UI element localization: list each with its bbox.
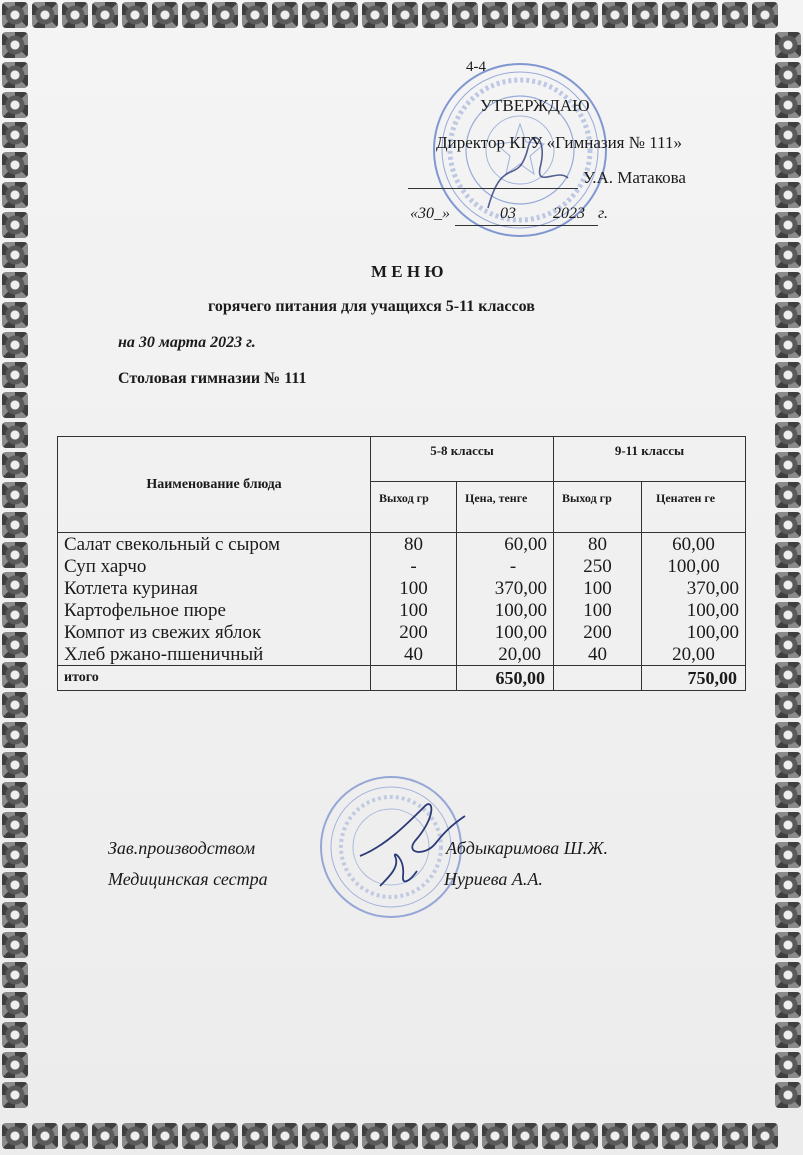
ornament-tile (775, 872, 801, 898)
ornament-tile (775, 692, 801, 718)
ornament-tile (775, 992, 801, 1018)
ornament-tile (2, 332, 28, 358)
role-nurse: Медицинская сестра (108, 869, 268, 889)
ornament-tile (775, 902, 801, 928)
dish-name: Суп харчо (58, 555, 371, 577)
price-5-8: - (457, 555, 554, 577)
ornament-tile (2, 932, 28, 958)
table-row (58, 599, 746, 621)
ornament-tile (272, 1123, 298, 1149)
ornament-tile (2, 272, 28, 298)
yield-5-8: 100 (371, 577, 457, 599)
yield-9-11: 100 (554, 577, 642, 599)
ornament-tile (332, 2, 358, 28)
ornament-tile (2, 542, 28, 568)
ornament-tile (2, 872, 28, 898)
ornament-tile (152, 2, 178, 28)
ornament-tile (362, 1123, 388, 1149)
ornament-tile (122, 2, 148, 28)
ornament-tile (2, 902, 28, 928)
ornament-tile (62, 1123, 88, 1149)
total-9-11: 750,00 (642, 666, 746, 691)
header-grades-9-11: 9-11 классы (554, 437, 746, 482)
name-production-head: Абдыкаримова Ш.Ж. (446, 838, 608, 858)
price-9-11: 20,00 (642, 643, 746, 666)
ornament-tile (632, 2, 658, 28)
price-9-11: 60,00 (642, 533, 746, 556)
price-9-11: 100,00 (642, 621, 746, 643)
ornament-tile (775, 422, 801, 448)
canteen-name: Столовая гимназии № 111 (118, 370, 307, 387)
date-underline (455, 225, 598, 226)
ornament-border-left (0, 30, 32, 1121)
ornament-tile (2, 362, 28, 388)
ornament-tile (775, 512, 801, 538)
ornament-tile (775, 812, 801, 838)
ornament-tile (775, 542, 801, 568)
header-dish-name: Наименование блюда (58, 437, 371, 533)
ornament-tile (2, 842, 28, 868)
ornament-tile (775, 932, 801, 958)
ornament-tile (775, 602, 801, 628)
yield-9-11: 250 (554, 555, 642, 577)
ornament-tile (752, 2, 778, 28)
ornament-tile (602, 1123, 628, 1149)
ornament-tile (392, 2, 418, 28)
ornament-tile (775, 632, 801, 658)
table-row (58, 533, 746, 556)
ornament-tile (542, 1123, 568, 1149)
header-price-9-11: Ценатен ге (642, 482, 746, 533)
ornament-tile (2, 722, 28, 748)
ornament-tile (722, 1123, 748, 1149)
ornament-tile (2, 1123, 28, 1149)
ornament-tile (542, 2, 568, 28)
price-9-11: 100,00 (642, 555, 746, 577)
total-label: итого (58, 666, 371, 691)
ornament-tile (775, 182, 801, 208)
ornament-tile (2, 512, 28, 538)
ornament-tile (775, 332, 801, 358)
ornament-tile (362, 2, 388, 28)
ornament-tile (775, 782, 801, 808)
yield-9-11: 200 (554, 621, 642, 643)
yield-5-8: 100 (371, 599, 457, 621)
ornament-tile (32, 1123, 58, 1149)
ornament-tile (775, 1082, 801, 1108)
yield-5-8: - (371, 555, 457, 577)
total-empty-5-8 (371, 666, 457, 691)
ornament-tile (2, 692, 28, 718)
ornament-tile (512, 1123, 538, 1149)
approval-date-year: 2023 (553, 205, 585, 222)
ornament-tile (775, 92, 801, 118)
table-row (58, 643, 746, 666)
ornament-tile (2, 152, 28, 178)
ornament-tile (62, 2, 88, 28)
ornament-tile (775, 752, 801, 778)
ornament-tile (2, 182, 28, 208)
ornament-tile (422, 1123, 448, 1149)
yield-5-8: 40 (371, 643, 457, 666)
header-yield-5-8: Выход гр (371, 482, 457, 533)
ornament-tile (2, 482, 28, 508)
total-empty-9-11 (554, 666, 642, 691)
ornament-tile (2, 1052, 28, 1078)
ornament-tile (775, 842, 801, 868)
ornament-tile (302, 2, 328, 28)
ornament-tile (775, 272, 801, 298)
ornament-tile (482, 1123, 508, 1149)
ornament-tile (32, 2, 58, 28)
ornament-tile (775, 722, 801, 748)
ornament-tile (332, 1123, 358, 1149)
ornament-tile (2, 422, 28, 448)
header-price-5-8: Цена, тенге (457, 482, 554, 533)
ornament-tile (2, 212, 28, 238)
ornament-tile (2, 572, 28, 598)
ornament-tile (775, 152, 801, 178)
ornament-border-bottom (0, 1121, 803, 1155)
ornament-tile (2, 1082, 28, 1108)
approval-date-day: «30_» (410, 205, 450, 222)
ornament-tile (2, 602, 28, 628)
ornament-tile (2, 632, 28, 658)
menu-subtitle: горячего питания для учащихся 5-11 классов (208, 298, 535, 315)
ornament-tile (2, 2, 28, 28)
ornament-tile (2, 32, 28, 58)
ornament-tile (572, 2, 598, 28)
ornament-tile (775, 32, 801, 58)
ornament-tile (602, 2, 628, 28)
ornament-tile (212, 2, 238, 28)
price-5-8: 20,00 (457, 643, 554, 666)
ornament-tile (2, 452, 28, 478)
ornament-tile (182, 1123, 208, 1149)
table-row (58, 555, 746, 577)
price-9-11: 370,00 (642, 577, 746, 599)
ornament-tile (122, 1123, 148, 1149)
ornament-border-right (773, 30, 803, 1121)
ornament-tile (152, 1123, 178, 1149)
ornament-tile (2, 782, 28, 808)
ornament-tile (572, 1123, 598, 1149)
ornament-tile (392, 1123, 418, 1149)
dish-name: Хлеб ржано-пшеничный (58, 643, 371, 666)
yield-9-11: 100 (554, 599, 642, 621)
ornament-tile (2, 992, 28, 1018)
ornament-tile (775, 1022, 801, 1048)
approval-date-suffix: г. (598, 205, 609, 222)
ornament-tile (752, 1123, 778, 1149)
ornament-tile (775, 1052, 801, 1078)
ornament-tile (692, 2, 718, 28)
ornament-tile (632, 1123, 658, 1149)
signature-line (408, 188, 578, 189)
role-production-head: Зав.производством (108, 838, 256, 858)
ornament-tile (722, 2, 748, 28)
ornament-tile (775, 242, 801, 268)
ornament-tile (452, 2, 478, 28)
ornament-tile (182, 2, 208, 28)
ornament-tile (775, 122, 801, 148)
ornament-tile (422, 2, 448, 28)
yield-5-8: 80 (371, 533, 457, 556)
ornament-tile (482, 2, 508, 28)
header-grades-5-8: 5-8 классы (371, 437, 554, 482)
ornament-tile (272, 2, 298, 28)
ornament-tile (775, 452, 801, 478)
ornament-tile (92, 2, 118, 28)
ornament-tile (775, 362, 801, 388)
price-5-8: 100,00 (457, 599, 554, 621)
ornament-tile (512, 2, 538, 28)
ornament-tile (2, 962, 28, 988)
dish-name: Компот из свежих яблок (58, 621, 371, 643)
ornament-tile (2, 302, 28, 328)
ornament-border-top (0, 0, 803, 30)
dish-name: Котлета куриная (58, 577, 371, 599)
table-row (58, 577, 746, 599)
ornament-tile (775, 392, 801, 418)
ornament-tile (302, 1123, 328, 1149)
ornament-tile (2, 242, 28, 268)
total-5-8: 650,00 (457, 666, 554, 691)
ornament-tile (2, 92, 28, 118)
menu-date: на 30 марта 2023 г. (118, 334, 256, 351)
ornament-tile (2, 62, 28, 88)
menu-title: М Е Н Ю (371, 262, 444, 281)
ornament-tile (775, 572, 801, 598)
ornament-tile (92, 1123, 118, 1149)
price-5-8: 370,00 (457, 577, 554, 599)
approval-position: Директор КГУ «Гимназия № 111» (436, 133, 682, 152)
document-number: 4-4 (466, 59, 486, 75)
yield-9-11: 40 (554, 643, 642, 666)
name-nurse: Нуриева А.А. (444, 869, 543, 889)
ornament-tile (2, 812, 28, 838)
total-row (58, 666, 746, 691)
ornament-tile (2, 662, 28, 688)
price-9-11: 100,00 (642, 599, 746, 621)
dish-name: Салат свекольный с сыром (58, 533, 371, 556)
ornament-tile (2, 752, 28, 778)
approval-date-month: 03 (500, 205, 516, 222)
ornament-tile (2, 392, 28, 418)
header-yield-9-11: Выход гр (554, 482, 642, 533)
approver-name: У.А. Матакова (583, 168, 686, 187)
ornament-tile (452, 1123, 478, 1149)
approval-title: УТВЕРЖДАЮ (480, 96, 590, 115)
ornament-tile (775, 302, 801, 328)
ornament-tile (662, 1123, 688, 1149)
yield-5-8: 200 (371, 621, 457, 643)
ornament-tile (775, 482, 801, 508)
ornament-tile (775, 62, 801, 88)
ornament-tile (242, 2, 268, 28)
ornament-tile (242, 1123, 268, 1149)
ornament-tile (775, 962, 801, 988)
ornament-tile (662, 2, 688, 28)
table-row (58, 621, 746, 643)
dish-name: Картофельное пюре (58, 599, 371, 621)
yield-9-11: 80 (554, 533, 642, 556)
menu-table (57, 436, 746, 691)
ornament-tile (2, 122, 28, 148)
ornament-tile (212, 1123, 238, 1149)
ornament-tile (2, 1022, 28, 1048)
price-5-8: 100,00 (457, 621, 554, 643)
price-5-8: 60,00 (457, 533, 554, 556)
ornament-tile (775, 212, 801, 238)
ornament-tile (775, 662, 801, 688)
ornament-tile (692, 1123, 718, 1149)
